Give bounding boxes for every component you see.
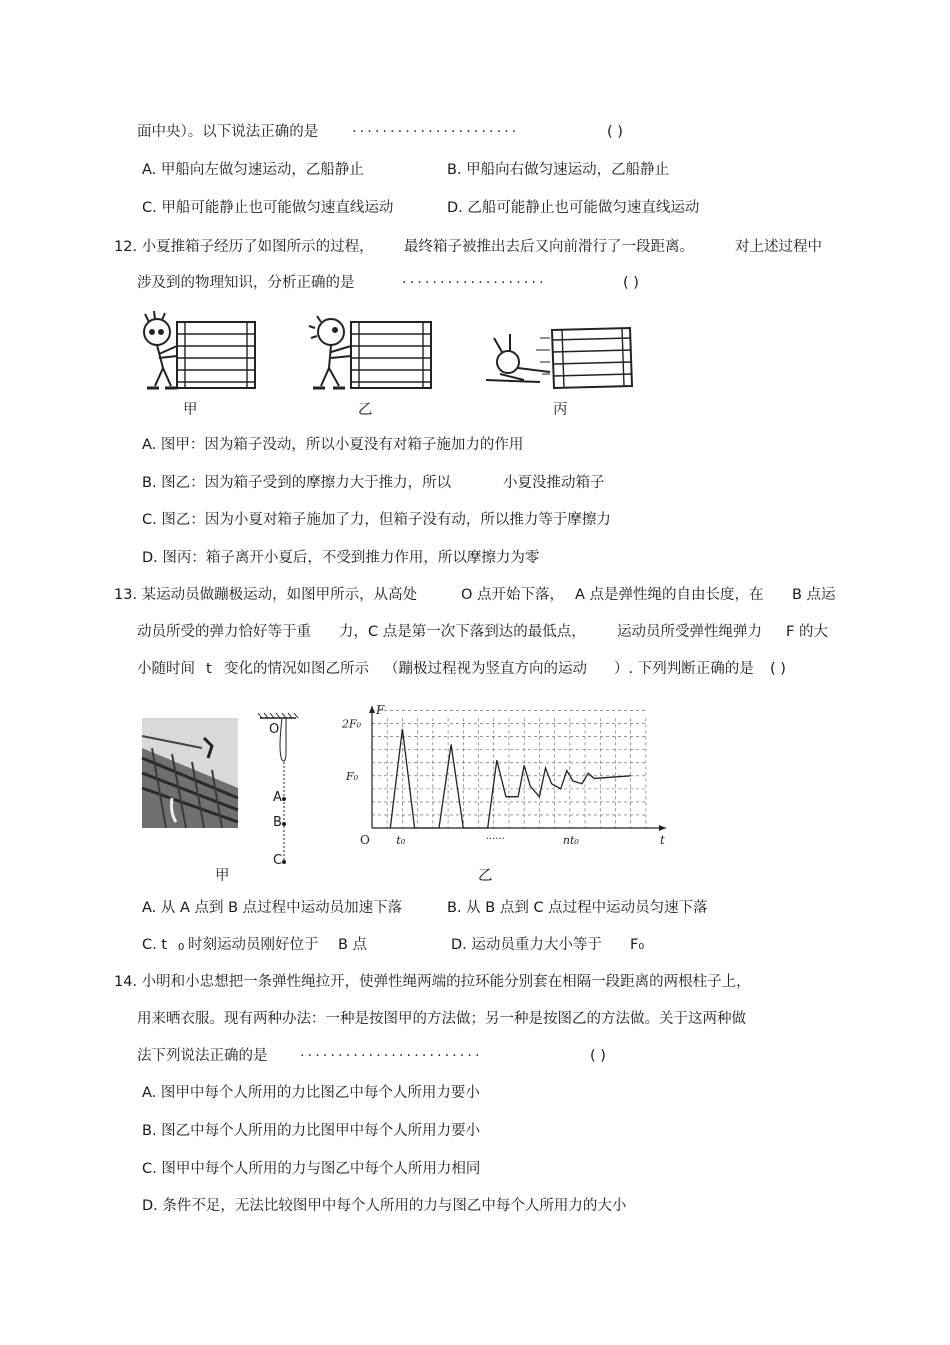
y-axis-arrow	[369, 706, 375, 713]
q11-answer-paren: ( )	[607, 124, 623, 140]
x-axis-label: t	[660, 833, 665, 847]
q12-figures	[135, 310, 655, 392]
q12-option-c: C. 图乙：因为小夏对箱子施加了力，但箱子没有动，所以推力等于摩擦力	[142, 512, 611, 528]
q12-option-a: A. 图甲：因为箱子没动，所以小夏没有对箱子施加力的作用	[142, 437, 524, 453]
q13-option-a: A. 从 A 点到 B 点过程中运动员加速下落	[142, 900, 403, 916]
bungee-photo	[142, 718, 238, 828]
point-o-label: O	[269, 722, 280, 737]
x-tick-nt0: nt₀	[562, 834, 579, 847]
q11-option-d: D. 乙船可能静止也可能做匀速直线运动	[447, 200, 700, 216]
q13-option-c-part2: 0	[178, 942, 185, 953]
x-tick-origin: O	[360, 833, 370, 847]
q13-figure-yi-caption: 乙	[478, 868, 493, 884]
x-tick-ellipsis: ······	[485, 834, 505, 845]
force-time-chart	[340, 702, 665, 852]
figure-yi-boy-pushing-crate	[309, 316, 431, 388]
q13-stem-2c: 运动员所受弹性绳弹力	[617, 624, 762, 640]
q14-option-a: A. 图甲中每个人所用的力比图乙中每个人所用力要小	[142, 1085, 480, 1101]
y-axis-label: F	[376, 703, 385, 717]
force-curve	[390, 729, 630, 828]
q14-stem-2: 用来晒衣服。现有两种办法：一种是按图甲的方法做；另一种是按图乙的方法做。关于这两种做	[137, 1011, 746, 1027]
q13-option-c-part3: 时刻运动员刚好位于	[188, 937, 319, 953]
q14-answer-paren: ( )	[590, 1048, 606, 1064]
q13-stem-3b: t	[206, 661, 212, 677]
q14-stem-3: 法下列说法正确的是	[137, 1048, 268, 1064]
q13-stem-2a: 动员所受的弹力恰好等于重	[137, 624, 311, 640]
q12-stem-1b: 最终箱子被推出去后又向前滑行了一段距离。	[404, 239, 694, 255]
q13-stem-1a: 13. 某运动员做蹦极运动，如图甲所示，从高处	[114, 587, 418, 603]
q12-stem-1a: 12. 小夏推箱子经历了如图所示的过程，	[114, 239, 374, 255]
q13-option-d-part1: D. 运动员重力大小等于	[451, 937, 602, 953]
q12-answer-paren: ( )	[623, 275, 639, 291]
q12-option-b-part2: 小夏没推动箱子	[503, 475, 605, 491]
q12-caption-yi: 乙	[358, 402, 373, 418]
q12-stem-2: 涉及到的物理知识，分析正确的是	[137, 275, 355, 291]
point-a-label: A	[273, 790, 282, 805]
y-tick-f0: F₀	[346, 769, 359, 783]
point-c-label: C	[273, 853, 283, 868]
q13-stem-3a: 小随时间	[137, 661, 195, 677]
q13-stem-2b: 力，C 点是第一次下落到达的最低点，	[339, 624, 586, 640]
q12-stem-1c: 对上述过程中	[735, 239, 822, 255]
x-tick-t0: t₀	[396, 834, 406, 847]
q14-stem-1: 14. 小明和小忠想把一条弹性绳拉开，使弹性绳两端的拉环能分别套在相隔一段距离的两根柱子上，	[114, 974, 751, 990]
q13-stem-1c: A 点是弹性绳的自由长度，在	[575, 587, 764, 603]
q14-option-c: C. 图甲中每个人所用的力与图乙中每个人所用力相同	[142, 1161, 481, 1177]
q11-dots: ······················	[352, 124, 520, 140]
q11-option-c: C. 甲船可能静止也可能做匀速直线运动	[142, 200, 394, 216]
q13-stem-3d: （蹦极过程视为竖直方向的运动	[384, 661, 587, 677]
q12-dots: ···················	[402, 275, 547, 291]
q13-stem-2d: F 的大	[786, 624, 828, 640]
q14-option-b: B. 图乙中每个人所用的力比图甲中每个人所用力要小	[142, 1123, 481, 1139]
q12-option-b-part1: B. 图乙：因为箱子受到的摩擦力大于推力，所以	[142, 475, 452, 491]
q13-figure-jia-caption: 甲	[215, 868, 230, 884]
figure-bing-crate-sliding	[486, 328, 632, 388]
q13-answer-paren: ( )	[770, 661, 786, 677]
q12-caption-bing: 丙	[553, 402, 568, 418]
q13-stem-1b: O 点开始下落，	[461, 587, 565, 603]
q11-option-a: A. 甲船向左做匀速运动，乙船静止	[142, 162, 364, 178]
q14-option-d: D. 条件不足，无法比较图甲中每个人所用的力与图乙中每个人所用力的大小	[142, 1198, 627, 1214]
chart-labels	[341, 703, 665, 847]
q13-option-b: B. 从 B 点到 C 点过程中运动员匀速下落	[447, 900, 708, 916]
y-tick-2f0: 2F₀	[342, 717, 362, 731]
q11-stem-end: 面中央）。以下说法正确的是	[137, 124, 319, 140]
q13-option-d-part2: F₀	[630, 937, 645, 953]
q13-stem-3c: 变化的情况如图乙所示	[224, 661, 369, 677]
point-b-label: B	[273, 815, 282, 830]
q13-stem-1d: B 点运	[792, 587, 836, 603]
chart-axes	[369, 706, 666, 831]
q13-option-c-part1: C. t	[142, 937, 168, 953]
q12-option-d: D. 图丙：箱子离开小夏后，不受到推力作用，所以摩擦力为零	[142, 550, 540, 566]
q13-option-c-part4: B 点	[338, 937, 368, 953]
q14-dots: ························	[300, 1048, 483, 1064]
q13-stem-3e: ）. 下列判断正确的是	[614, 661, 754, 677]
figure-jia-boy-pushing-crate	[144, 311, 255, 388]
q11-option-b: B. 甲船向右做匀速运动，乙船静止	[447, 162, 670, 178]
q12-caption-jia: 甲	[183, 402, 198, 418]
x-axis-arrow	[659, 825, 666, 831]
